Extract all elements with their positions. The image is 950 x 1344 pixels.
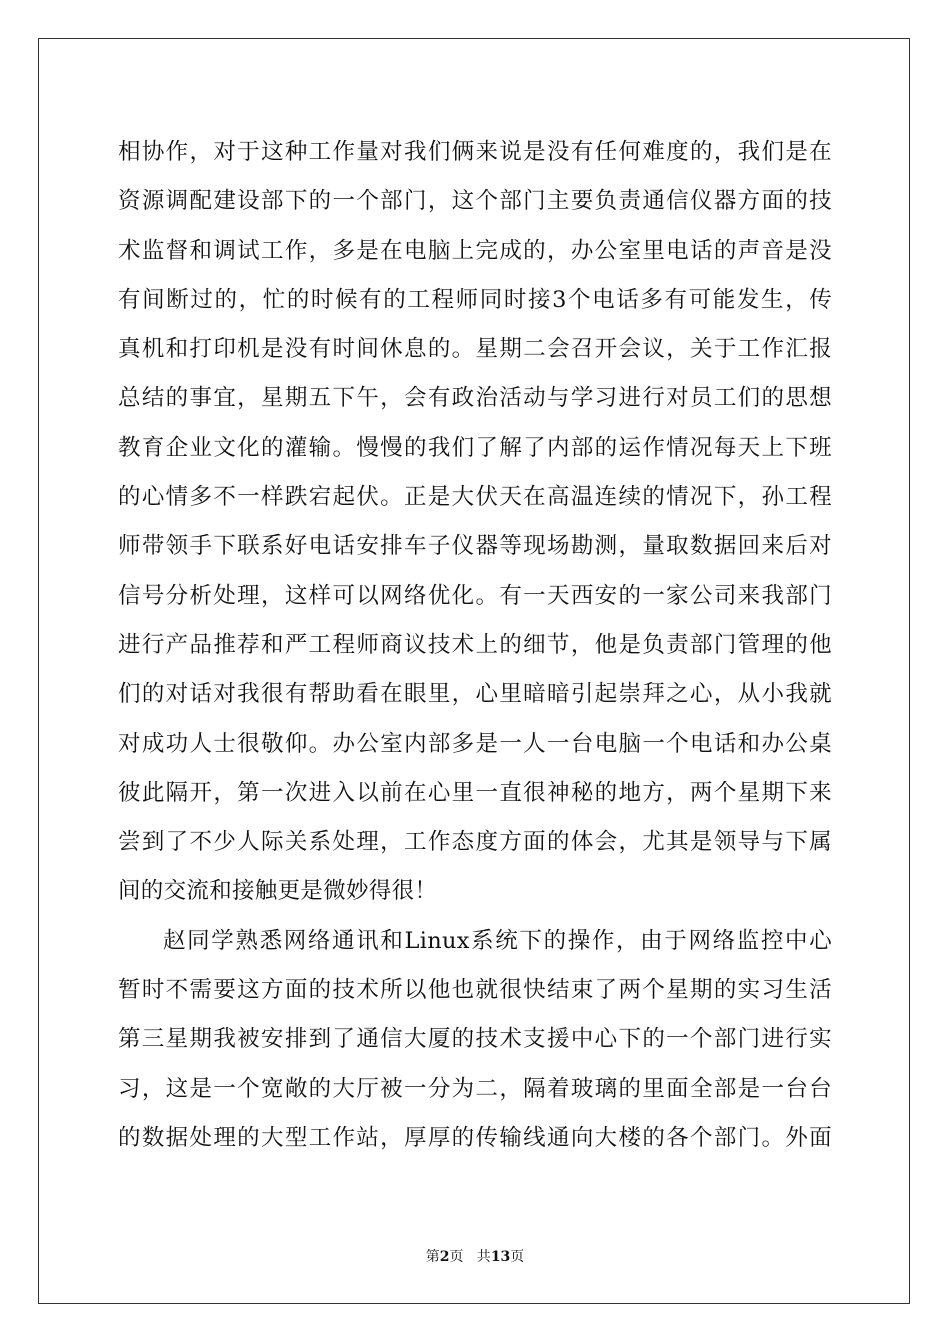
text-line: 暂时不需要这方面的技术所以他也就很快结束了两个星期的实习生活 bbox=[118, 977, 832, 1004]
text-line: 真机和打印机是没有时间休息的。星期二会召开会议，关于工作汇报 bbox=[118, 336, 832, 363]
text-line: 彼此隔开，第一次进入以前在心里一直很神秘的地方，两个星期下来 bbox=[118, 779, 832, 806]
text-line: 师带领手下联系好电话安排车子仪器等现场勘测，量取数据回来后对 bbox=[118, 533, 832, 560]
text-line: 的心情多不一样跌宕起伏。正是大伏天在高温连续的情况下，孙工程 bbox=[118, 484, 832, 511]
footer-suffix: 页 bbox=[510, 1249, 525, 1265]
text-line: 术监督和调试工作，多是在电脑上完成的，办公室里电话的声音是没 bbox=[118, 237, 832, 264]
page-footer bbox=[0, 1246, 950, 1266]
text-line: 总结的事宜，星期五下午，会有政治活动与学习进行对员工们的思想 bbox=[118, 385, 832, 412]
text-line: 资源调配建设部下的一个部门，这个部门主要负责通信仪器方面的技 bbox=[118, 188, 832, 215]
text-line: 们的对话对我很有帮助看在眼里，心里暗暗引起崇拜之心，从小我就 bbox=[118, 681, 832, 708]
text-line: 的数据处理的大型工作站，厚厚的传输线通向大楼的各个部门。外面 bbox=[118, 1124, 832, 1151]
text-line: 间的交流和接触更是微妙得很！ bbox=[118, 878, 438, 905]
text-line: 尝到了不少人际关系处理，工作态度方面的体会，尤其是领导与下属 bbox=[118, 829, 832, 856]
text-line: 赵同学熟悉网络通讯和Linux系统下的操作，由于网络监控中心 bbox=[163, 927, 832, 954]
footer-total-pages: 13 bbox=[490, 1249, 511, 1265]
text-line: 第三星期我被安排到了通信大厦的技术支援中心下的一个部门进行实 bbox=[118, 1026, 832, 1053]
text-line: 对成功人士很敬仰。办公室内部多是一人一台电脑一个电话和办公桌 bbox=[118, 730, 832, 757]
footer-prefix: 第 bbox=[425, 1249, 440, 1265]
text-line: 教育企业文化的灌输。慢慢的我们了解了内部的运作情况每天上下班 bbox=[118, 434, 832, 461]
text-line: 相协作，对于这种工作量对我们俩来说是没有任何难度的，我们是在 bbox=[118, 139, 832, 165]
text-line: 习，这是一个宽敞的大厅被一分为二，隔着玻璃的里面全部是一台台 bbox=[118, 1075, 832, 1102]
footer-mid: 页 共 bbox=[449, 1249, 491, 1265]
body-text bbox=[118, 128, 832, 1163]
text-line: 信号分析处理，这样可以网络优化。有一天西安的一家公司来我部门 bbox=[118, 582, 832, 609]
footer-page-number: 2 bbox=[439, 1249, 450, 1265]
text-line: 有间断过的，忙的时候有的工程师同时接3个电话多有可能发生，传 bbox=[118, 286, 832, 313]
text-line: 进行产品推荐和严工程师商议技术上的细节，他是负责部门管理的他 bbox=[118, 631, 832, 658]
